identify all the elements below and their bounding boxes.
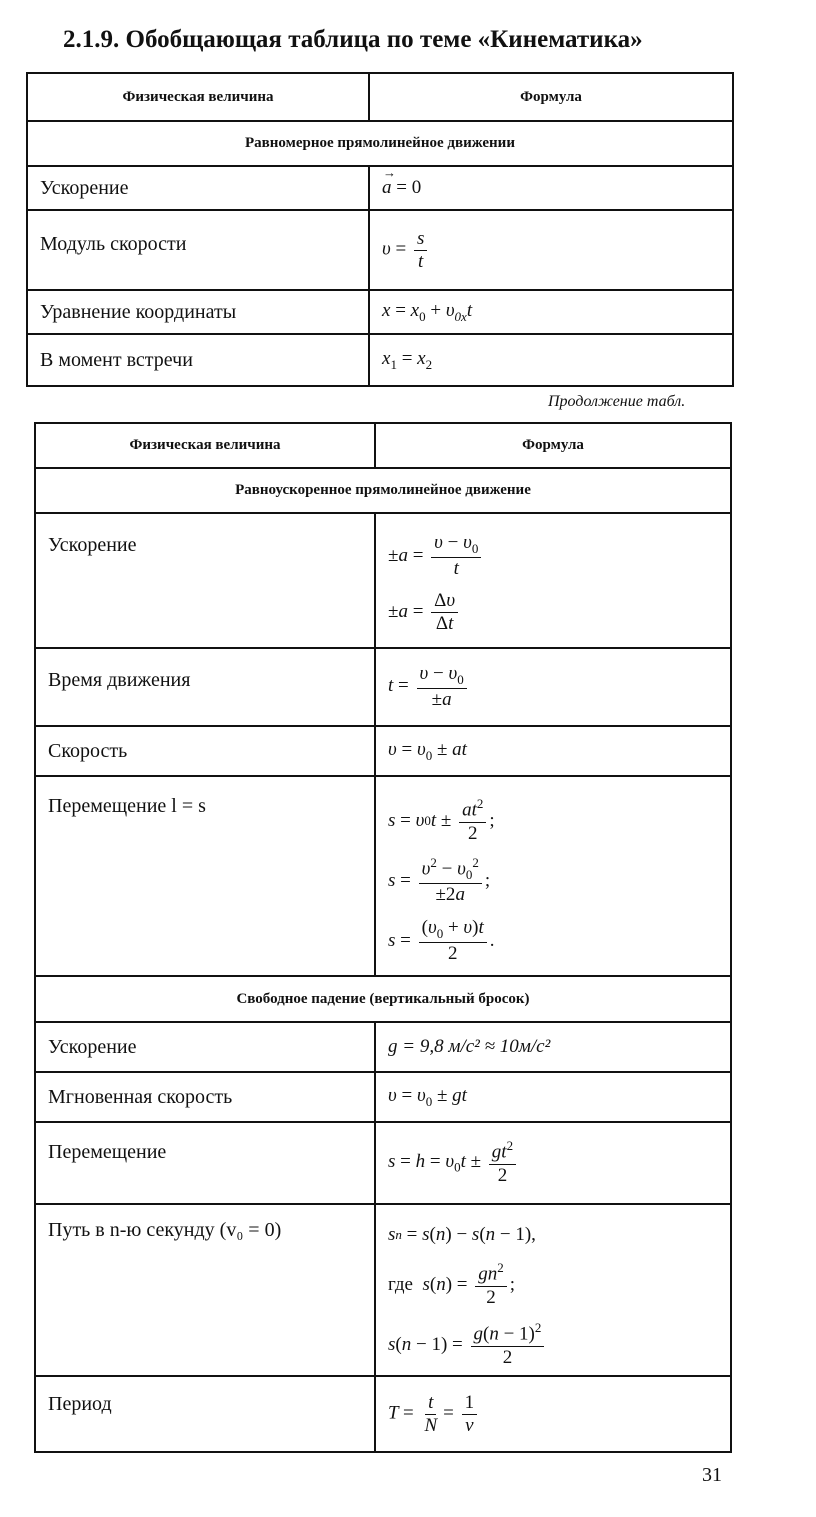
header-formula: Формула xyxy=(375,423,731,468)
row-label-nth-second-path: Путь в n-ю секунду (v₀ = 0) xyxy=(35,1204,375,1376)
kinematics-table-continued xyxy=(34,422,732,1453)
formula-acceleration-zero: a → = 0 xyxy=(369,166,733,210)
page-number: 31 xyxy=(702,1464,722,1486)
row-label-instant-velocity: Мгновенная скорость xyxy=(35,1072,375,1122)
kinematics-table-uniform xyxy=(26,72,734,387)
formula-nth-second-path: s n = s ( n ) − s ( n − 1), где s ( n ) = $\frac{gn^2}{2}$ ; s ( n − 1) = $\frac{g(n - 1)^2}{2}$ xyxy=(375,1204,731,1376)
continuation-caption: Продолжение табл. xyxy=(548,393,686,410)
section-free-fall: Свободное падение (вертикальный бросок) xyxy=(35,976,731,1022)
formula-period: T = $\frac{t}{N}$ = $\frac{1}{\nu}$ xyxy=(375,1376,731,1452)
row-label-coordinate-equation: Уравнение координаты xyxy=(27,290,369,334)
formula-acceleration: ± a = $\frac{\upsilon - \upsilon_0}{t}$ ± a = $\frac{\Delta\upsilon}{\Delta t}$ xyxy=(375,513,731,648)
where-word: где xyxy=(388,1274,413,1295)
page-title: 2.1.9. Обобщающая таблица по теме «Кинематика» xyxy=(63,26,643,53)
row-label-speed-modulus: Модуль скорости xyxy=(27,210,369,290)
row-label-velocity: Скорость xyxy=(35,726,375,776)
row-label-acceleration: Ускорение xyxy=(35,513,375,648)
row-label-free-fall-displacement: Перемещение xyxy=(35,1122,375,1204)
formula-instant-velocity: $\upsilon = \upsilon_0$ ± gt xyxy=(375,1072,731,1122)
header-quantity: Физическая величина xyxy=(27,73,369,121)
formula-displacement: s = υ 0 t ± $\frac{at^2}{2}$ ; s = $\frac{\upsilon^2 - \upsilon_0^2}{\pm 2a}$ ; s = $\frac{(\upsilon_0 + \upsilon)t}{2}$ . xyxy=(375,776,731,976)
formula-free-fall-displacement: $s = h = \upsilon_0t$ ± $\frac{gt^2}{2}$ xyxy=(375,1122,731,1204)
section-uniform-motion: Равномерное прямолинейное движении xyxy=(27,121,733,166)
formula-meeting: $x_1 = x_2$ xyxy=(369,334,733,386)
formula-time: t = $\frac{\upsilon - \upsilon_0}{\pm a}$ xyxy=(375,648,731,726)
formula-velocity: $\upsilon = \upsilon_0$ ± at xyxy=(375,726,731,776)
row-label-time: Время движения xyxy=(35,648,375,726)
row-label-period: Период xyxy=(35,1376,375,1452)
formula-free-fall-g: g = 9,8 м/с² ≈ 10м/с² xyxy=(375,1022,731,1072)
header-quantity: Физическая величина xyxy=(35,423,375,468)
row-label-free-fall-acceleration: Ускорение xyxy=(35,1022,375,1072)
formula-speed: υ = $\frac{s}{t}$ xyxy=(369,210,733,290)
row-label-meeting-moment: В момент встречи xyxy=(27,334,369,386)
row-label-displacement: Перемещение l = s xyxy=(35,776,375,976)
formula-coordinate: $x = x_0 + \upsilon_{0x}t$ xyxy=(369,290,733,334)
header-formula: Формула xyxy=(369,73,733,121)
row-label-acceleration: Ускорение xyxy=(27,166,369,210)
section-accelerated-motion: Равноускоренное прямолинейное движение xyxy=(35,468,731,513)
